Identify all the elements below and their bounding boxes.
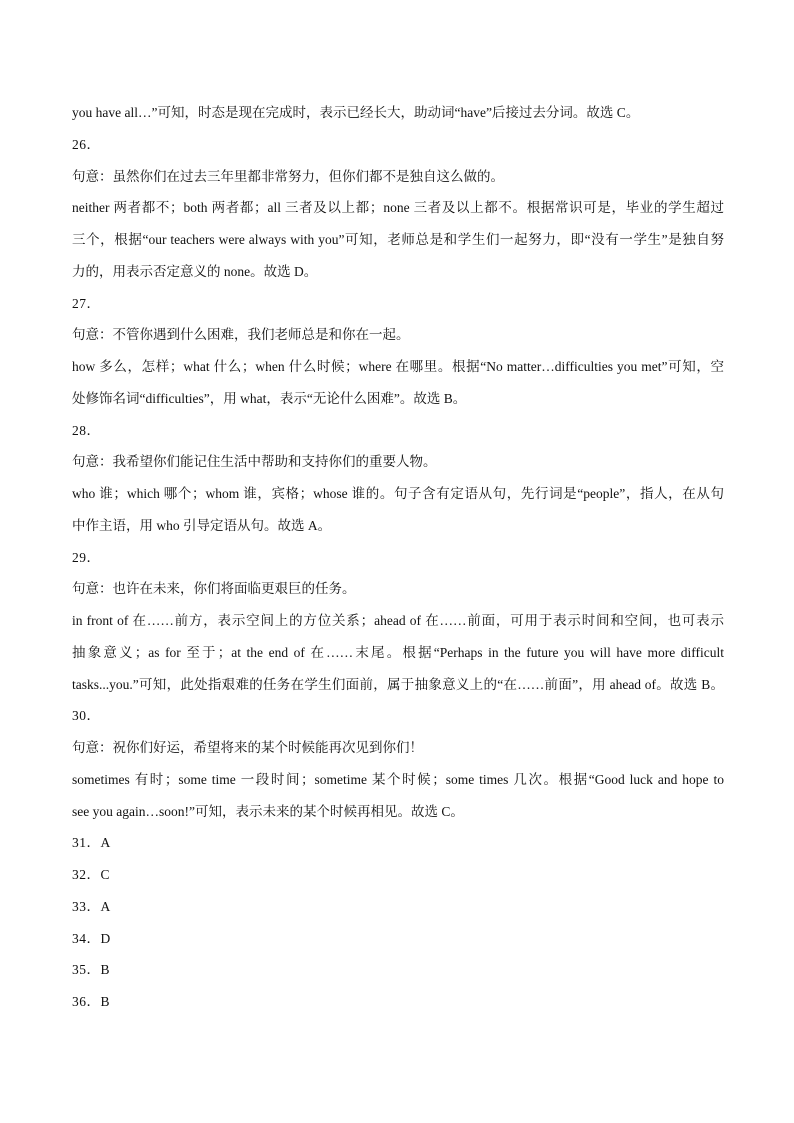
question-number: 26．: [72, 136, 101, 152]
explanation-line: who 谁；which 哪个；whom 谁，宾格；whose 谁的。句子含有定语从句，先行词是“people”，指人，在从句: [72, 486, 724, 501]
explanation-line: 三个，根据“our teachers were always with you”可知，老师总是和学生们一起努力，即“没有一学生”是独自努: [72, 232, 724, 247]
question-number: 27．: [72, 295, 101, 311]
explanation-line: 抽象意义；as for 至于；at the end of 在……末尾。根据“Perhaps in the future you will have more difficult: [72, 644, 724, 660]
answer-explanation-body: [72, 100, 724, 1021]
sentence-meaning: 句意：祝你们好运，希望将来的某个时候能再次见到你们！: [72, 740, 423, 755]
explanation-line: see you again…soon!”可知，表示未来的某个时候再相见。故选 C。: [72, 803, 464, 819]
answer-line: 35．B: [72, 962, 111, 978]
sentence-meaning: 句意：也许在未来，你们将面临更艰巨的任务。: [72, 581, 356, 597]
explanation-line: 处修饰名词“difficulties”，用 what，表示“无论什么困难”。故选 B。: [72, 390, 467, 406]
text-line: you have all…”可知，时态是现在完成时，表示已经长大，助动词“have”后接过去分词。故选 C。: [72, 105, 640, 120]
sentence-meaning: 句意：不管你遇到什么困难，我们老师总是和你在一起。: [72, 327, 410, 343]
explanation-line: neither 两者都不；both 两者都；all 三者及以上都；none 三者及以上都不。根据常识可是，毕业的学生超过: [72, 200, 724, 216]
answer-line: 32．C: [72, 867, 111, 882]
answer-line: 36．B: [72, 994, 111, 1009]
explanation-line: 力的，用表示否定意义的 none。故选 D。: [72, 263, 318, 279]
explanation-line: sometimes 有时；some time 一段时间；sometime 某个时候；some times 几次。根据“Good luck and hope to: [72, 771, 724, 787]
answer-line: 33．A: [72, 898, 111, 914]
question-number: 30．: [72, 708, 101, 724]
explanation-line: tasks...you.”可知，此处指艰难的任务在学生们面前，属于抽象意义上的“在……前面”，用 ahead of。故选 B。: [72, 676, 724, 692]
question-number: 29．: [72, 549, 101, 565]
explanation-line: in front of 在……前方，表示空间上的方位关系；ahead of 在……前面，可用于表示时间和空间，也可表示: [72, 613, 724, 628]
sentence-meaning: 句意：我希望你们能记住生活中帮助和支持你们的重要人物。: [72, 454, 437, 470]
explanation-line: 中作主语，用 who 引导定语从句。故选 A。: [72, 517, 332, 533]
sentence-meaning: 句意：虽然你们在过去三年里都非常努力，但你们都不是独自这么做的。: [72, 168, 504, 184]
explanation-line: how 多么，怎样；what 什么；when 什么时候；where 在哪里。根据“No matter…difficulties you met”可知，空: [72, 359, 724, 374]
question-number: 28．: [72, 422, 101, 438]
answer-line: 34．D: [72, 930, 111, 946]
answer-line: 31．A: [72, 835, 111, 851]
